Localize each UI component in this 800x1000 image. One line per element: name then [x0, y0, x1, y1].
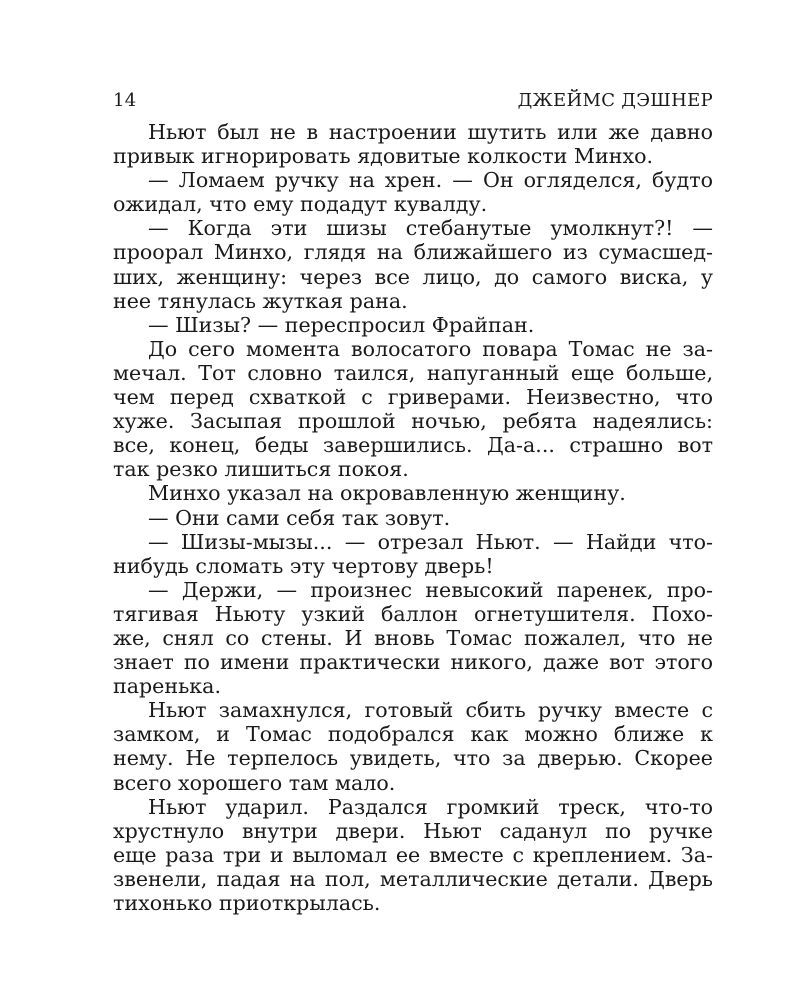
- text-line: нее тянулась жуткая рана.: [113, 288, 408, 313]
- text-line: же, снял со стены. И вновь Томас пожалел, что не: [113, 625, 713, 650]
- text-line: еще раза три и выломал ее вместе с креплением. За-: [113, 842, 713, 867]
- text-line: замком, и Томас подобрался как можно ближе к: [113, 722, 713, 747]
- text-line: мечал. Тот словно таился, напуганный еще больше,: [113, 360, 713, 385]
- text-line: паренька.: [113, 674, 222, 699]
- body-text: [113, 120, 713, 915]
- text-line: тягивая Ньюту узкий баллон огнетушителя. Похо-: [113, 601, 713, 626]
- text-line: ожидал, что ему подадут кувалду.: [113, 192, 488, 217]
- text-line: нибудь сломать эту чертову дверь!: [113, 553, 494, 578]
- text-line: — Они сами себя так зовут.: [148, 505, 451, 530]
- text-line: Минхо указал на окровавленную женщину.: [148, 481, 626, 506]
- text-line: До сего момента волосатого повара Томас не за-: [148, 336, 713, 361]
- running-title: ДЖЕЙМС ДЭШНЕР: [517, 90, 713, 111]
- running-header: [113, 90, 713, 111]
- text-line: нему. Не терпелось увидеть, что за дверью. Скорее: [113, 746, 713, 771]
- text-line: Ньют ударил. Раздался громкий треск, что-то: [148, 794, 713, 819]
- text-line: — Ломаем ручку на хрен. — Он огляделся, будто: [148, 168, 713, 193]
- text-line: — Шизы-мызы... — отрезал Ньют. — Найди что-: [148, 529, 713, 554]
- text-line: проорал Минхо, глядя на ближайшего из сумасшед-: [113, 240, 713, 265]
- text-line: ших, женщину: через все лицо, до самого виска, у: [113, 264, 713, 289]
- text-line: Ньют замахнулся, готовый сбить ручку вместе с: [148, 698, 713, 723]
- text-line: знает по имени практически никого, даже вот этого: [113, 650, 713, 675]
- text-line: — Когда эти шизы стебанутые умолкнут?! —: [148, 216, 713, 241]
- text-line: так резко лишиться покоя.: [113, 457, 409, 482]
- text-line: — Шизы? — переспросил Фрайпан.: [148, 312, 535, 337]
- text-line: Ньют был не в настроении шутить или же давно: [148, 120, 713, 144]
- text-line: все, конец, беды завершились. Да-а... страшно вот: [113, 433, 713, 458]
- text-line: чем перед схваткой с гриверами. Неизвестно, что: [113, 385, 713, 410]
- page-number: 14: [113, 90, 137, 111]
- text-line: звенели, падая на пол, металлические детали. Дверь: [113, 866, 713, 891]
- text-line: привык игнорировать ядовитые колкости Минхо.: [113, 144, 654, 169]
- text-line: тихонько приоткрылась.: [113, 891, 381, 915]
- text-line: хрустнуло внутри двери. Ньют саданул по ручке: [113, 818, 713, 843]
- text-line: хуже. Засыпая прошлой ночью, ребята надеялись:: [113, 409, 713, 434]
- text-line: — Держи, — произнес невысокий паренек, про-: [148, 577, 713, 602]
- text-line: всего хорошего там мало.: [113, 770, 396, 795]
